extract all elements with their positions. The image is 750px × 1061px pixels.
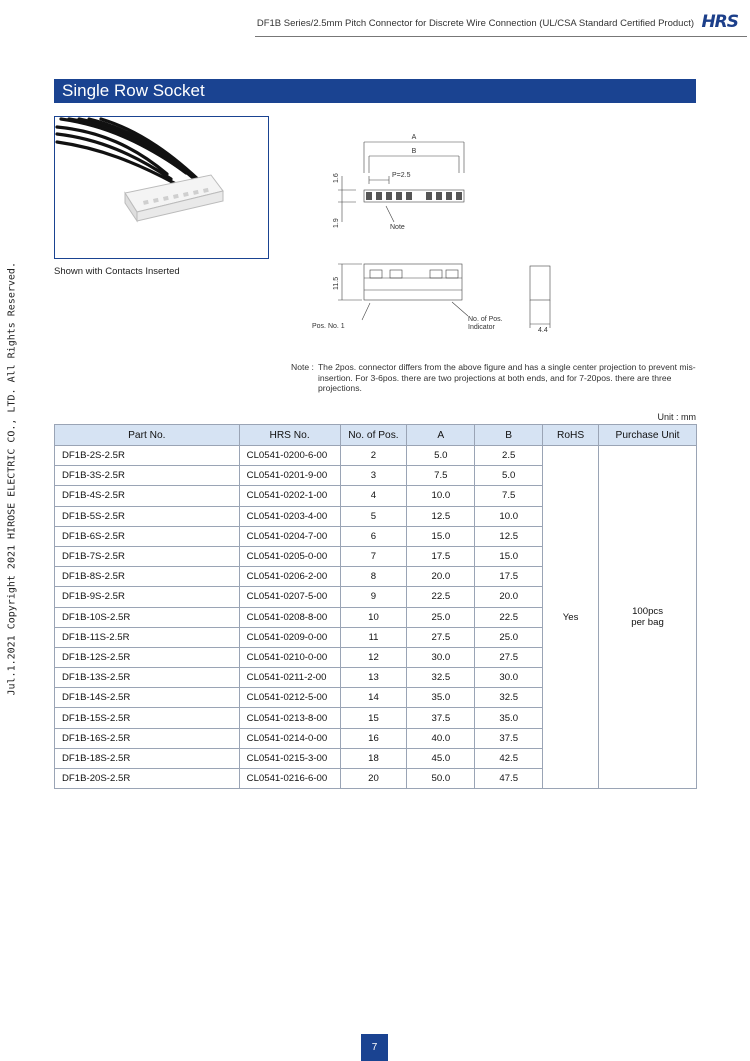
hrs-no-cell: CL0541-0200-6-00 [239, 446, 340, 466]
no-of-pos-cell: 2 [340, 446, 407, 466]
hrs-no-cell: CL0541-0208-8-00 [239, 607, 340, 627]
no-of-pos-cell: 5 [340, 506, 407, 526]
dim-a-cell: 17.5 [407, 546, 475, 566]
page-number: 7 [361, 1034, 388, 1061]
dim-a-cell: 15.0 [407, 526, 475, 546]
no-of-pos-cell: 14 [340, 688, 407, 708]
table-row [55, 446, 697, 466]
unit-label: Unit : mm [657, 412, 696, 422]
dim-b-cell: 12.5 [475, 526, 543, 546]
dim-b-cell: 27.5 [475, 647, 543, 667]
dim-a-cell: 50.0 [407, 769, 475, 789]
dim-label-a: A [411, 134, 417, 141]
note-label: Note : [291, 362, 314, 372]
dim-label-pitch: P=2.5 [392, 172, 411, 179]
note-callout: Note [390, 224, 405, 231]
purchase-unit-cell [599, 446, 697, 789]
photo-caption: Shown with Contacts Inserted [54, 266, 180, 277]
dim-a-cell: 32.5 [407, 668, 475, 688]
dim-a-cell: 7.5 [407, 466, 475, 486]
no-of-pos-cell: 18 [340, 748, 407, 768]
purchase-unit-line-2: per bag [631, 617, 664, 629]
dim-b-cell: 7.5 [475, 486, 543, 506]
hrs-no-cell: CL0541-0216-6-00 [239, 769, 340, 789]
header-rohs: RoHS [543, 425, 599, 446]
part-no-cell: DF1B-18S-2.5R [55, 748, 240, 768]
part-number-table [54, 424, 697, 789]
part-no-cell: DF1B-14S-2.5R [55, 688, 240, 708]
hrs-no-cell: CL0541-0212-5-00 [239, 688, 340, 708]
part-no-cell: DF1B-16S-2.5R [55, 728, 240, 748]
table-header-row [55, 425, 697, 446]
dim-b-cell: 2.5 [475, 446, 543, 466]
part-no-cell: DF1B-7S-2.5R [55, 546, 240, 566]
header-a: A [407, 425, 475, 446]
hrs-no-cell: CL0541-0211-2-00 [239, 668, 340, 688]
part-no-cell: DF1B-5S-2.5R [55, 506, 240, 526]
dim-b-cell: 10.0 [475, 506, 543, 526]
part-no-cell: DF1B-6S-2.5R [55, 526, 240, 546]
part-no-cell: DF1B-8S-2.5R [55, 567, 240, 587]
dim-b-cell: 47.5 [475, 769, 543, 789]
hrs-no-cell: CL0541-0210-0-00 [239, 647, 340, 667]
hrs-no-cell: CL0541-0205-0-00 [239, 546, 340, 566]
no-of-pos-cell: 4 [340, 486, 407, 506]
no-of-pos-cell: 8 [340, 567, 407, 587]
rohs-cell: Yes [543, 446, 599, 789]
no-of-pos-cell: 16 [340, 728, 407, 748]
dim-b-cell: 30.0 [475, 668, 543, 688]
no-of-pos-cell: 13 [340, 668, 407, 688]
part-no-cell: DF1B-4S-2.5R [55, 486, 240, 506]
dim-a-cell: 12.5 [407, 506, 475, 526]
dim-b-cell: 20.0 [475, 587, 543, 607]
dim-a-cell: 20.0 [407, 567, 475, 587]
note-text: The 2pos. connector differs from the above figure and has a single center projection to prevent mis-insertion. For 3-6pos. there are two projections at both ends, and for 7-20pos. there are three projections. [317, 362, 696, 394]
dim-a-cell: 45.0 [407, 748, 475, 768]
dim-a-cell: 35.0 [407, 688, 475, 708]
header-part-no: Part No. [55, 425, 240, 446]
product-photo [54, 116, 269, 259]
dim-b-cell: 35.0 [475, 708, 543, 728]
dim-a-cell: 37.5 [407, 708, 475, 728]
header-purchase-unit: Purchase Unit [599, 425, 697, 446]
pos-no-1-label: Pos. No. 1 [312, 323, 345, 330]
dim-b-cell: 5.0 [475, 466, 543, 486]
dim-b-cell: 32.5 [475, 688, 543, 708]
dim-a-cell: 27.5 [407, 627, 475, 647]
hrs-no-cell: CL0541-0209-0-00 [239, 627, 340, 647]
dim-b-cell: 22.5 [475, 607, 543, 627]
no-of-pos-cell: 10 [340, 607, 407, 627]
dim-a-cell: 22.5 [407, 587, 475, 607]
dim-b-cell: 42.5 [475, 748, 543, 768]
hrs-logo: HRS [701, 12, 738, 32]
dimension-drawing [300, 128, 580, 343]
section-title-band [54, 79, 696, 103]
header-no-of-pos: No. of Pos. [340, 425, 407, 446]
sidebar-copyright: Jul.1.2021 Copyright 2021 HIROSE ELECTRIC CO., LTD. All Rights Reserved. [6, 262, 18, 696]
dim-a-cell: 5.0 [407, 446, 475, 466]
no-of-pos-label: No. of Pos. [468, 316, 503, 323]
header-hrs-no: HRS No. [239, 425, 340, 446]
dim-a-cell: 10.0 [407, 486, 475, 506]
part-no-cell: DF1B-15S-2.5R [55, 708, 240, 728]
dim-b-cell: 25.0 [475, 627, 543, 647]
header-b: B [475, 425, 543, 446]
part-no-cell: DF1B-12S-2.5R [55, 647, 240, 667]
hrs-no-cell: CL0541-0206-2-00 [239, 567, 340, 587]
dim-b-cell: 37.5 [475, 728, 543, 748]
part-no-cell: DF1B-9S-2.5R [55, 587, 240, 607]
no-of-pos-cell: 9 [340, 587, 407, 607]
part-no-cell: DF1B-13S-2.5R [55, 668, 240, 688]
no-of-pos-cell: 20 [340, 769, 407, 789]
purchase-unit-line-1: 100pcs [632, 606, 663, 618]
no-of-pos-cell: 12 [340, 647, 407, 667]
part-no-cell: DF1B-2S-2.5R [55, 446, 240, 466]
no-of-pos-cell: 7 [340, 546, 407, 566]
note-block [291, 362, 701, 394]
hrs-no-cell: CL0541-0203-4-00 [239, 506, 340, 526]
hrs-no-cell: CL0541-0207-5-00 [239, 587, 340, 607]
dim-a-cell: 30.0 [407, 647, 475, 667]
dim-a-cell: 40.0 [407, 728, 475, 748]
no-of-pos-cell: 3 [340, 466, 407, 486]
no-of-pos-indicator-label: Indicator [468, 324, 495, 331]
no-of-pos-cell: 6 [340, 526, 407, 546]
section-title: Single Row Socket [62, 81, 205, 100]
part-no-cell: DF1B-10S-2.5R [55, 607, 240, 627]
dim-label-1-6: 1.6 [333, 173, 340, 183]
hrs-no-cell: CL0541-0202-1-00 [239, 486, 340, 506]
dim-b-cell: 17.5 [475, 567, 543, 587]
connector-photo-illustration [55, 117, 268, 258]
hrs-no-cell: CL0541-0214-0-00 [239, 728, 340, 748]
document-header-title: DF1B Series/2.5mm Pitch Connector for Discrete Wire Connection (UL/CSA Standard Certified Product) [256, 18, 694, 29]
part-no-cell: DF1B-11S-2.5R [55, 627, 240, 647]
hrs-no-cell: CL0541-0213-8-00 [239, 708, 340, 728]
dim-label-1-9: 1.9 [333, 218, 340, 228]
dim-a-cell: 25.0 [407, 607, 475, 627]
no-of-pos-cell: 11 [340, 627, 407, 647]
hrs-no-cell: CL0541-0201-9-00 [239, 466, 340, 486]
no-of-pos-cell: 15 [340, 708, 407, 728]
hrs-no-cell: CL0541-0204-7-00 [239, 526, 340, 546]
dim-b-cell: 15.0 [475, 546, 543, 566]
part-no-cell: DF1B-3S-2.5R [55, 466, 240, 486]
part-no-cell: DF1B-20S-2.5R [55, 769, 240, 789]
header-rule [255, 36, 747, 37]
dim-label-b: B [411, 148, 417, 155]
hrs-no-cell: CL0541-0215-3-00 [239, 748, 340, 768]
dim-label-4-4: 4.4 [538, 327, 548, 334]
dim-label-11-5: 11.5 [333, 276, 340, 290]
